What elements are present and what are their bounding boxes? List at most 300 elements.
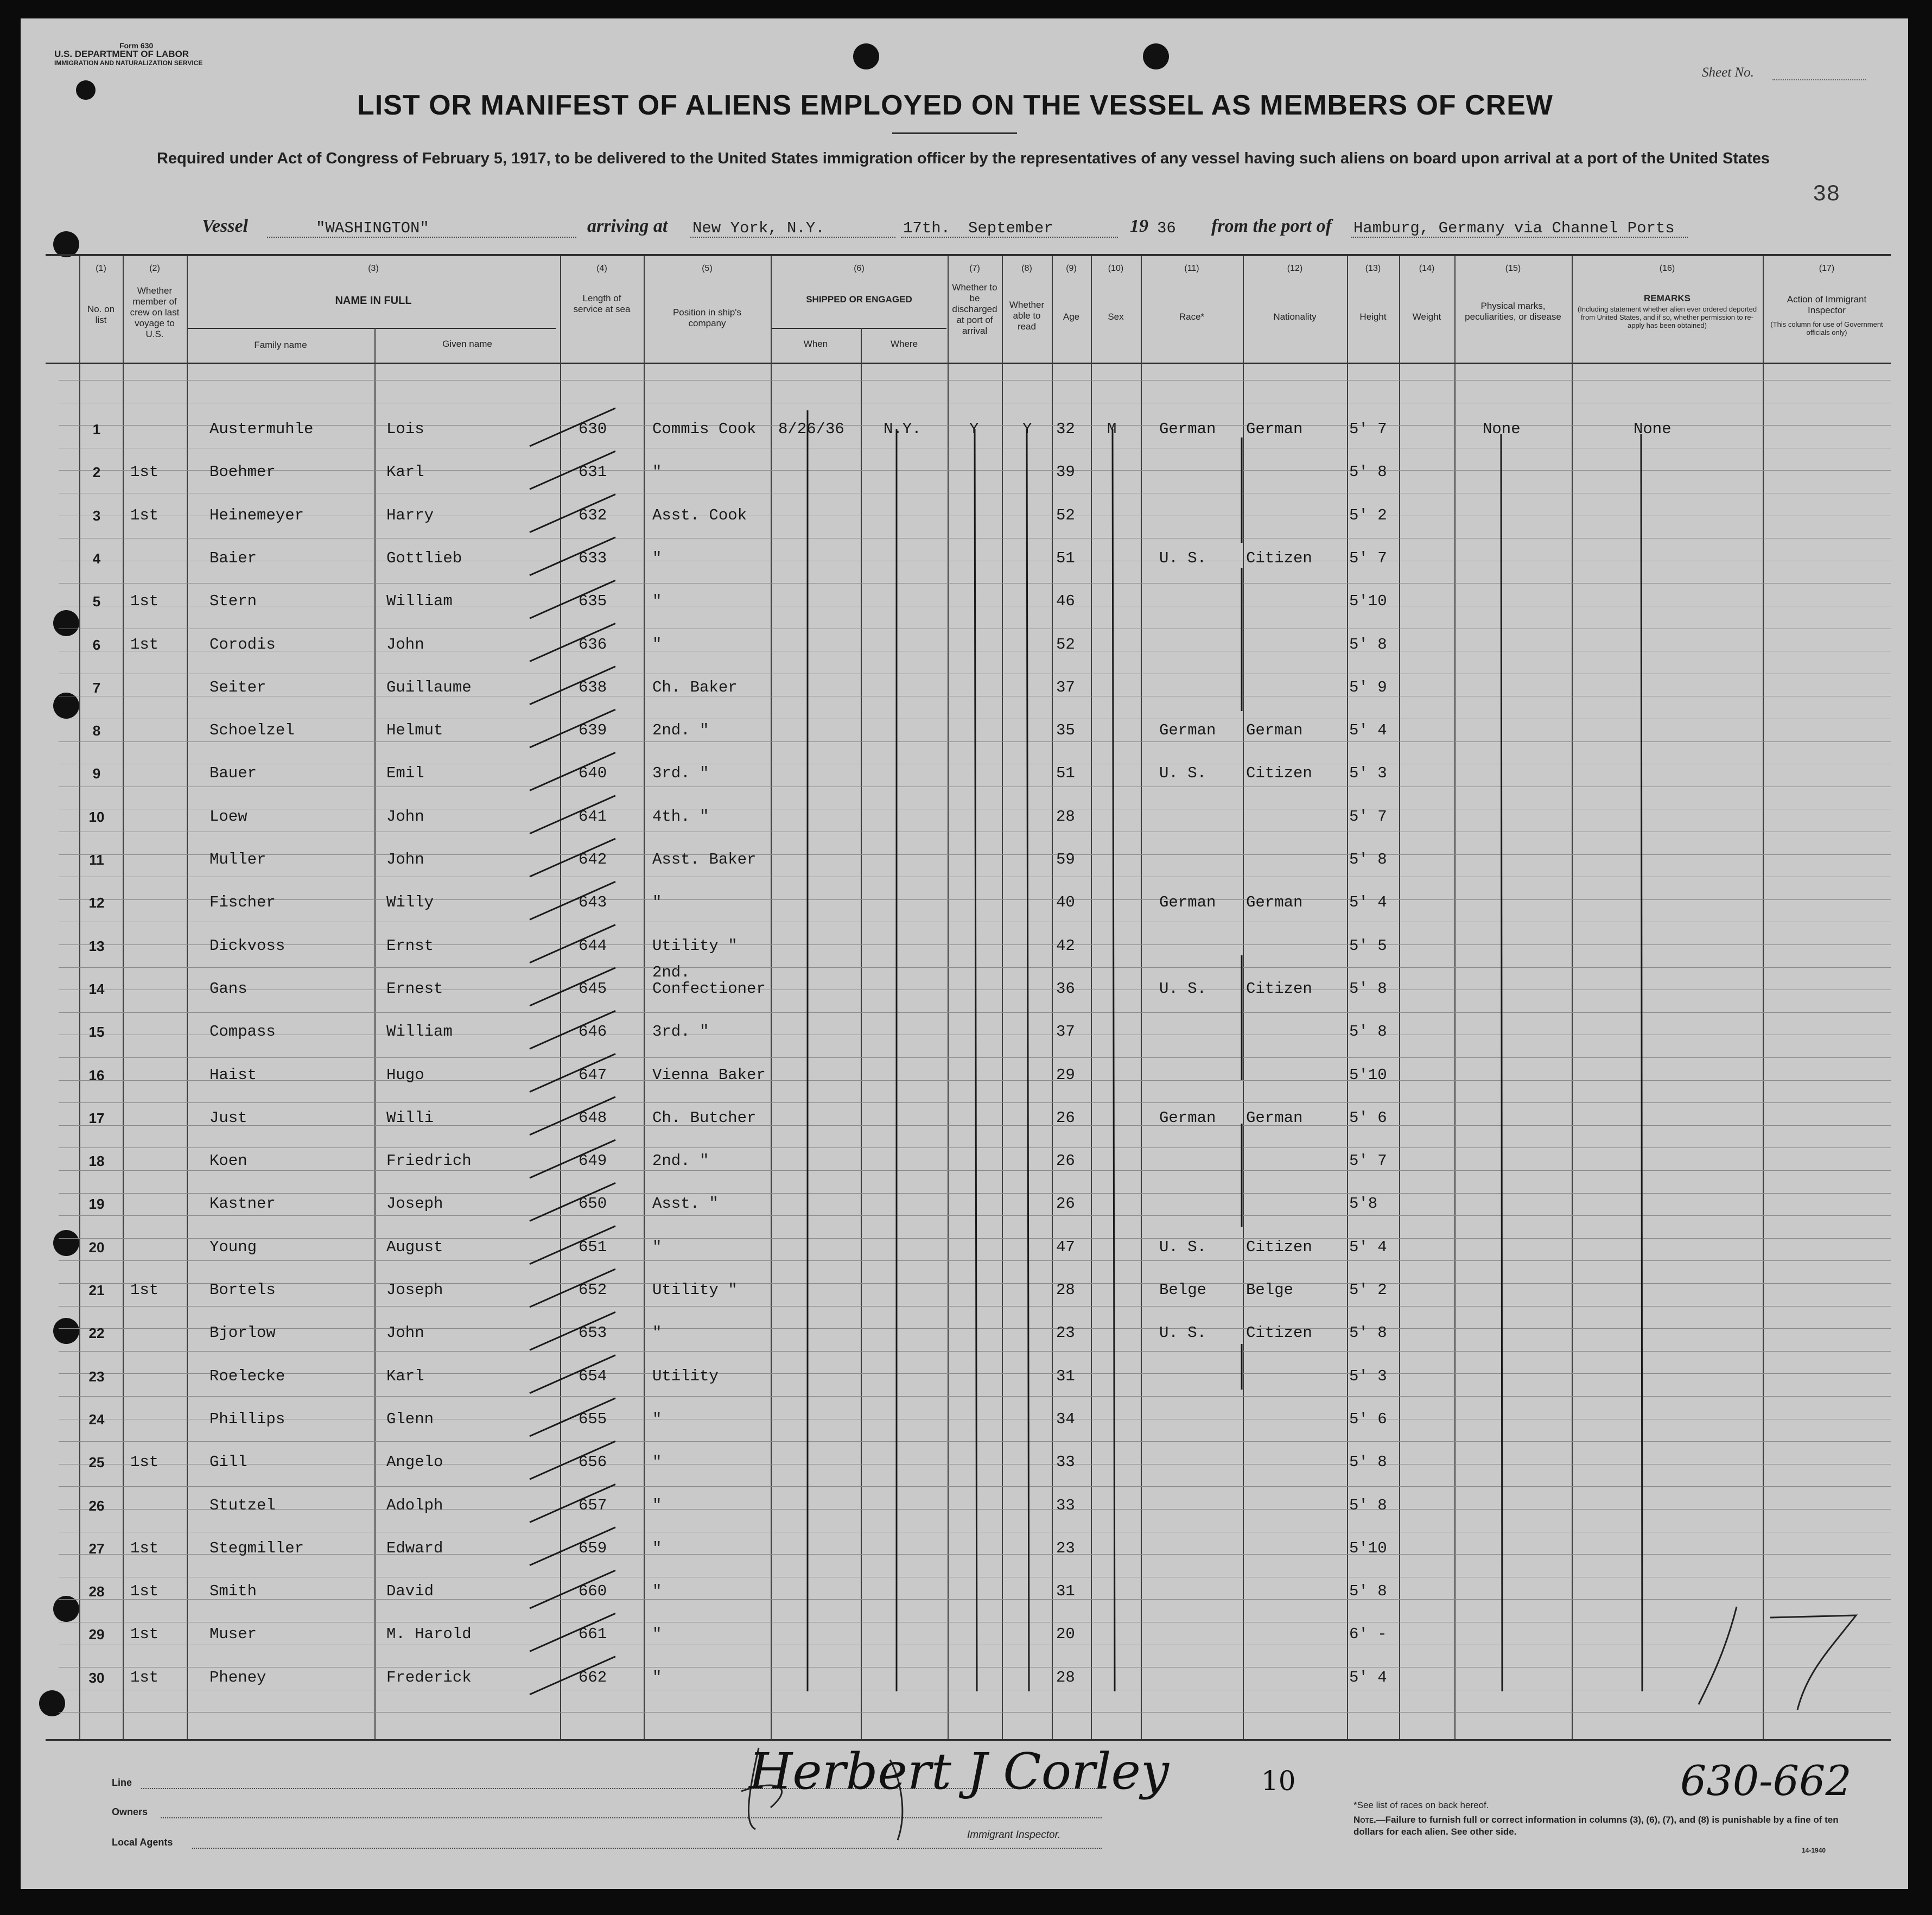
handwritten-range: 630-662	[1680, 1757, 1852, 1805]
row-number: 17	[88, 1109, 105, 1126]
position-cell: "	[652, 1582, 662, 1601]
col-header-family: Family name	[254, 340, 307, 350]
given-name-cell: Helmut	[386, 721, 443, 740]
age-cell: 51	[1056, 549, 1075, 567]
family-name-cell: Muller	[209, 851, 266, 868]
col-num: (9)	[1066, 264, 1077, 273]
given-name-cell: Joseph	[386, 1281, 443, 1299]
col-header-action: Action of Immigrant Inspector	[1787, 294, 1867, 315]
col-header-when: When	[803, 339, 828, 349]
age-cell: 26	[1056, 1108, 1075, 1127]
position-cell: "	[652, 1324, 662, 1342]
given-name-cell: Joseph	[386, 1195, 443, 1213]
owners-fill-line	[161, 1817, 1102, 1818]
tally-stroke	[530, 1613, 615, 1651]
tally-stroke	[530, 537, 615, 575]
family-name-cell: Gill	[209, 1453, 247, 1472]
col-header-position: Position in ship's company	[672, 307, 742, 328]
col-num: (5)	[702, 264, 713, 273]
sex-cell: M	[1107, 420, 1117, 438]
service-cell: 647	[579, 1066, 607, 1084]
height-cell: 5' 8	[1349, 1453, 1387, 1472]
last-voyage-cell: 1st	[130, 1539, 159, 1557]
position-cell: "	[652, 1668, 662, 1686]
tally-stroke	[530, 752, 615, 790]
age-cell: 31	[1056, 1582, 1075, 1601]
height-cell: 5' 6	[1349, 1108, 1387, 1127]
family-name-cell: Kastner	[209, 1195, 276, 1213]
family-name-cell: Gans	[209, 979, 247, 998]
height-cell: 5' 8	[1349, 851, 1387, 868]
family-name-cell: Bjorlow	[209, 1324, 276, 1342]
form-number: Form 630	[119, 41, 154, 50]
arrival-day: 17th.	[903, 219, 951, 237]
year-suffix: 36	[1157, 219, 1176, 237]
given-name-cell: Guillaume	[386, 678, 472, 696]
arrival-month: September	[968, 219, 1053, 237]
age-cell: 26	[1056, 1195, 1075, 1213]
row-number: 24	[88, 1411, 105, 1428]
age-cell: 28	[1056, 807, 1075, 826]
nationality-cell: German	[1246, 893, 1303, 912]
agents-fill-line	[192, 1848, 1102, 1849]
note-text: —Failure to furnish full or correct information in columns (3), (6), (7), and (8) is punishable by a fine of ten dollars for each alien. See other side.	[1353, 1815, 1839, 1837]
inspector-label: Immigrant Inspector.	[967, 1829, 1061, 1841]
height-cell: 5' 7	[1349, 420, 1387, 438]
race-cell: U. S.	[1159, 764, 1207, 783]
family-name-cell: Austermuhle	[209, 420, 314, 438]
inspector-signature: Herbert J Corley	[749, 1742, 1169, 1800]
age-cell: 52	[1056, 506, 1075, 524]
given-name-cell: John	[386, 851, 424, 868]
tally-stroke	[530, 1226, 615, 1264]
family-name-cell: Pheney	[209, 1668, 266, 1686]
given-name-cell: Glenn	[386, 1410, 434, 1428]
from-label: from the port of	[1211, 216, 1332, 236]
given-name-cell: John	[386, 635, 424, 654]
family-name-cell: Smith	[209, 1582, 257, 1601]
read-cell: Y	[1022, 420, 1032, 438]
height-cell: 5' 7	[1349, 549, 1387, 567]
position-cell: Asst. "	[652, 1195, 719, 1213]
height-cell: 5' 2	[1349, 506, 1387, 524]
age-cell: 32	[1056, 420, 1075, 438]
department: U.S. DEPARTMENT OF LABOR	[54, 49, 189, 59]
discharged-cell: Y	[969, 420, 979, 438]
row-number: 29	[88, 1626, 105, 1643]
row-number: 28	[88, 1583, 105, 1600]
col-num: (10)	[1108, 264, 1124, 273]
service-cell: 657	[579, 1496, 607, 1514]
row-number: 4	[92, 550, 101, 567]
last-voyage-cell: 1st	[130, 635, 159, 654]
height-cell: 5' 8	[1349, 1582, 1387, 1601]
age-cell: 34	[1056, 1410, 1075, 1428]
from-port: Hamburg, Germany via Channel Ports	[1353, 219, 1675, 237]
age-cell: 33	[1056, 1453, 1075, 1472]
row-number: 15	[88, 1024, 105, 1041]
given-name-cell: August	[386, 1238, 443, 1256]
service-cell: 660	[579, 1582, 607, 1601]
position-cell: "	[652, 1496, 662, 1514]
service-cell: 639	[579, 721, 607, 740]
form-code: 14-1940	[1802, 1847, 1826, 1854]
position-cell: "	[652, 463, 662, 481]
given-name-cell: M. Harold	[386, 1625, 472, 1644]
age-cell: 23	[1056, 1324, 1075, 1342]
col-header-shipped: SHIPPED OR ENGAGED	[806, 294, 912, 305]
family-name-cell: Heinemeyer	[209, 506, 304, 524]
service: IMMIGRATION AND NATURALIZATION SERVICE	[54, 59, 203, 67]
arriving-port: New York, N.Y.	[692, 219, 825, 237]
col-num: (8)	[1021, 264, 1032, 273]
tally-stroke	[530, 408, 615, 446]
tally-stroke	[530, 1269, 615, 1307]
given-name-cell: Lois	[386, 420, 424, 438]
given-name-cell: Emil	[386, 764, 424, 783]
service-cell: 654	[579, 1367, 607, 1385]
nationality-cell: German	[1246, 1108, 1303, 1127]
position-cell: "	[652, 1625, 662, 1644]
service-cell: 631	[579, 463, 607, 481]
tally-stroke	[530, 925, 615, 963]
age-cell: 31	[1056, 1367, 1075, 1385]
col-header-sex: Sex	[1108, 312, 1124, 322]
age-cell: 20	[1056, 1625, 1075, 1644]
given-name-cell: Edward	[386, 1539, 443, 1557]
line-label: Line	[112, 1777, 132, 1788]
given-name-cell: Karl	[386, 463, 424, 481]
tally-stroke	[530, 667, 615, 705]
col-num: (16)	[1659, 264, 1675, 273]
tally-stroke	[530, 580, 615, 618]
ditto-line-discharged	[975, 429, 977, 1691]
height-cell: 5' 4	[1349, 721, 1387, 740]
service-cell: 638	[579, 678, 607, 696]
fine-note	[1353, 1814, 1864, 1838]
service-cell: 636	[579, 635, 607, 654]
tally-stroke	[530, 1011, 615, 1049]
tally-stroke	[530, 1657, 615, 1695]
col-header-weight: Weight	[1412, 312, 1441, 322]
tally-stroke	[530, 1355, 615, 1393]
given-name-cell: Adolph	[386, 1496, 443, 1514]
tally-stroke	[530, 1140, 615, 1178]
age-cell: 28	[1056, 1281, 1075, 1299]
last-voyage-cell: 1st	[130, 1668, 159, 1686]
service-cell: 648	[579, 1108, 607, 1127]
race-cell: Belge	[1159, 1281, 1207, 1299]
family-name-cell: Stegmiller	[209, 1539, 304, 1557]
row-number: 26	[88, 1497, 105, 1514]
service-cell: 643	[579, 893, 607, 912]
marks-cell: None	[1483, 420, 1521, 438]
row-number: 10	[88, 808, 105, 825]
service-cell: 661	[579, 1625, 607, 1644]
race-cell: U. S.	[1159, 979, 1207, 998]
races-note: *See list of races on back hereof.	[1353, 1800, 1489, 1810]
height-cell: 6' -	[1349, 1625, 1387, 1644]
row-number: 13	[88, 937, 105, 954]
height-cell: 5' 7	[1349, 1152, 1387, 1170]
row-number: 18	[88, 1153, 105, 1170]
family-name-cell: Fischer	[209, 893, 276, 912]
ditto-line-remarks	[1641, 434, 1642, 1691]
position-cell: Ch. Baker	[652, 678, 738, 696]
position-cell: 2nd. "	[652, 1152, 709, 1170]
service-cell: 640	[579, 764, 607, 783]
row-number: 21	[88, 1282, 105, 1298]
vessel-label: Vessel	[202, 216, 248, 236]
position-cell: "	[652, 549, 662, 567]
page-number: 38	[1813, 181, 1840, 207]
service-cell: 630	[579, 420, 607, 438]
given-name-cell: Ernst	[386, 936, 434, 955]
col-header-where: Where	[890, 339, 918, 349]
height-cell: 5' 6	[1349, 1410, 1387, 1428]
family-name-cell: Corodis	[209, 635, 276, 654]
position-cell: Utility "	[652, 1281, 738, 1299]
when-cell: 8/26/36	[778, 420, 844, 438]
sheet-no-label: Sheet No.	[1702, 65, 1754, 80]
family-name-cell: Roelecke	[209, 1367, 285, 1385]
tally-stroke	[530, 1485, 615, 1523]
page-title: LIST OR MANIFEST OF ALIENS EMPLOYED ON THE VESSEL AS MEMBERS OF CREW	[357, 90, 1553, 121]
handwritten-10: 10	[1261, 1765, 1296, 1797]
col-num: (12)	[1287, 264, 1303, 273]
nationality-cell: Citizen	[1246, 549, 1312, 567]
family-name-cell: Koen	[209, 1152, 247, 1170]
height-cell: 5' 8	[1349, 979, 1387, 998]
family-name-cell: Baier	[209, 549, 257, 567]
family-name-cell: Phillips	[209, 1410, 285, 1428]
col-header-service: Length of service at sea	[573, 293, 631, 314]
col-header-age: Age	[1063, 312, 1080, 322]
family-name-cell: Just	[209, 1108, 247, 1127]
height-cell: 5' 8	[1349, 1496, 1387, 1514]
col-header-action-note: (This column for use of Government officials only)	[1770, 320, 1883, 337]
tally-stroke	[530, 796, 615, 834]
position-cell: Asst. Cook	[652, 506, 747, 524]
remarks-cell: None	[1634, 420, 1672, 438]
tally-stroke	[530, 494, 615, 532]
service-cell: 656	[579, 1453, 607, 1472]
position-cell: "	[652, 1410, 662, 1428]
nationality-cell: German	[1246, 420, 1303, 438]
last-voyage-cell: 1st	[130, 1582, 159, 1601]
height-cell: 5' 7	[1349, 807, 1387, 826]
col-num: (6)	[854, 264, 865, 273]
row-number: 27	[88, 1540, 105, 1557]
height-cell: 5' 3	[1349, 764, 1387, 783]
service-cell: 641	[579, 807, 607, 826]
race-cell: German	[1159, 721, 1216, 740]
tally-stroke	[530, 1312, 615, 1350]
tally-stroke	[530, 1570, 615, 1608]
given-name-cell: William	[386, 592, 453, 611]
given-name-cell: Willy	[386, 893, 434, 912]
height-cell: 5' 2	[1349, 1281, 1387, 1299]
nationality-cell: Citizen	[1246, 1238, 1312, 1256]
family-name-cell: Compass	[209, 1023, 276, 1041]
height-cell: 5'10	[1349, 1539, 1387, 1557]
row-number: 20	[88, 1239, 105, 1255]
tally-stroke	[530, 451, 615, 489]
height-cell: 5'10	[1349, 592, 1387, 611]
position-cell: 2nd. "	[652, 721, 709, 740]
ditto-line-sex	[1113, 429, 1115, 1691]
height-cell: 5' 4	[1349, 893, 1387, 912]
last-voyage-cell: 1st	[130, 463, 159, 481]
ditto-line-read	[1027, 429, 1029, 1691]
service-cell: 642	[579, 851, 607, 868]
given-name-cell: John	[386, 1324, 424, 1342]
nationality-cell: Belge	[1246, 1281, 1294, 1299]
given-name-cell: Angelo	[386, 1453, 443, 1472]
row-number: 16	[88, 1067, 105, 1083]
col-num: (3)	[368, 264, 379, 273]
where-cell: N.Y.	[884, 420, 921, 438]
age-cell: 46	[1056, 592, 1075, 611]
col-num: (14)	[1419, 264, 1435, 273]
tally-stroke	[530, 1054, 615, 1092]
col-header-remarks-note: (Including statement whether alien ever ordered deported from United States, and if so, whether permission to re-apply has been obtained)	[1577, 305, 1757, 329]
arriving-label: arriving at	[587, 216, 668, 236]
position-cell: "	[652, 592, 662, 611]
position-cell-line2: Confectioner	[652, 979, 766, 998]
last-voyage-cell: 1st	[130, 1625, 159, 1644]
service-cell: 632	[579, 506, 607, 524]
col-header-discharged: Whether to be discharged at port of arrival	[952, 282, 997, 336]
service-cell: 651	[579, 1238, 607, 1256]
row-number: 2	[92, 464, 101, 481]
family-name-cell: Young	[209, 1238, 257, 1256]
tally-stroke	[530, 839, 615, 877]
race-cell: German	[1159, 1108, 1216, 1127]
last-voyage-cell: 1st	[130, 506, 159, 524]
last-voyage-cell: 1st	[130, 1281, 159, 1299]
given-name-cell: Hugo	[386, 1066, 424, 1084]
race-cell: U. S.	[1159, 1238, 1207, 1256]
row-number: 5	[92, 593, 101, 610]
family-name-cell: Bauer	[209, 764, 257, 783]
row-number: 19	[88, 1196, 105, 1213]
age-cell: 35	[1056, 721, 1075, 740]
col-header-last-voyage: Whether member of crew on last voyage to U.S.	[130, 286, 180, 339]
age-cell: 40	[1056, 893, 1075, 912]
given-name-cell: Ernest	[386, 979, 443, 998]
col-num: (7)	[969, 264, 980, 273]
service-cell: 655	[579, 1410, 607, 1428]
ditto-line-marks	[1501, 434, 1502, 1691]
row-number: 6	[92, 636, 101, 653]
position-cell: 3rd. "	[652, 764, 709, 783]
family-name-cell: Haist	[209, 1066, 257, 1084]
family-name-cell: Bortels	[209, 1281, 276, 1299]
tally-stroke	[530, 1527, 615, 1565]
height-cell: 5'8	[1349, 1195, 1378, 1213]
height-cell: 5' 8	[1349, 463, 1387, 481]
service-cell: 652	[579, 1281, 607, 1299]
family-name-cell: Stern	[209, 592, 257, 611]
height-cell: 5' 5	[1349, 936, 1387, 955]
position-cell: Utility "	[652, 936, 738, 955]
race-cell: U. S.	[1159, 1324, 1207, 1342]
position-cell: "	[652, 1238, 662, 1256]
family-name-cell: Muser	[209, 1625, 257, 1644]
age-cell: 37	[1056, 1023, 1075, 1041]
age-cell: 47	[1056, 1238, 1075, 1256]
tally-stroke	[530, 624, 615, 662]
service-cell: 646	[579, 1023, 607, 1041]
race-cell: German	[1159, 420, 1216, 438]
col-num: (15)	[1505, 264, 1521, 273]
tally-stroke	[530, 709, 615, 747]
age-cell: 36	[1056, 979, 1075, 998]
height-cell: 5' 8	[1349, 1324, 1387, 1342]
family-name-cell: Stutzel	[209, 1496, 276, 1514]
col-num: (1)	[96, 264, 106, 273]
owners-label: Owners	[112, 1806, 148, 1817]
age-cell: 39	[1056, 463, 1075, 481]
family-name-cell: Loew	[209, 807, 247, 826]
age-cell: 37	[1056, 678, 1075, 696]
tally-strokes	[530, 408, 615, 1695]
col-num: (11)	[1184, 264, 1199, 273]
given-name-cell: Friedrich	[386, 1152, 472, 1170]
tally-stroke	[530, 1398, 615, 1436]
col-header-nationality: Nationality	[1273, 312, 1317, 322]
given-name-cell: Karl	[386, 1367, 424, 1385]
row-number: 30	[88, 1669, 105, 1686]
height-cell: 5' 9	[1349, 678, 1387, 696]
height-cell: 5' 4	[1349, 1668, 1387, 1686]
position-cell: Ch. Butcher	[652, 1108, 757, 1127]
nationality-cell: German	[1246, 721, 1303, 740]
service-cell: 662	[579, 1668, 607, 1686]
given-name-cell: Gottlieb	[386, 549, 462, 567]
col-header-race: Race*	[1179, 312, 1205, 322]
family-name-cell: Seiter	[209, 678, 266, 696]
service-cell: 653	[579, 1324, 607, 1342]
last-voyage-cell: 1st	[130, 592, 159, 611]
row-number: 11	[89, 852, 104, 868]
last-voyage-cell: 1st	[130, 1453, 159, 1472]
family-name-cell: Dickvoss	[209, 936, 285, 955]
service-cell: 635	[579, 592, 607, 611]
row-number: 3	[92, 507, 101, 524]
position-cell: Asst. Baker	[652, 851, 757, 868]
col-num: (2)	[149, 264, 160, 273]
service-cell: 633	[579, 549, 607, 567]
position-cell: "	[652, 635, 662, 654]
row-number: 14	[88, 980, 105, 997]
age-cell: 52	[1056, 635, 1075, 654]
row-number: 1	[92, 421, 101, 437]
col-num: (13)	[1365, 264, 1381, 273]
service-cell: 659	[579, 1539, 607, 1557]
given-name-cell: David	[386, 1582, 434, 1601]
row-number: 25	[88, 1454, 105, 1471]
height-cell: 5' 4	[1349, 1238, 1387, 1256]
col-header-marks: Physical marks, peculiarities, or disease	[1465, 301, 1561, 322]
service-cell: 644	[579, 936, 607, 955]
tally-stroke	[530, 1441, 615, 1479]
given-name-cell: Willi	[386, 1108, 434, 1127]
age-cell: 26	[1056, 1152, 1075, 1170]
position-cell: 3rd. "	[652, 1023, 709, 1041]
height-cell: 5' 8	[1349, 1023, 1387, 1041]
